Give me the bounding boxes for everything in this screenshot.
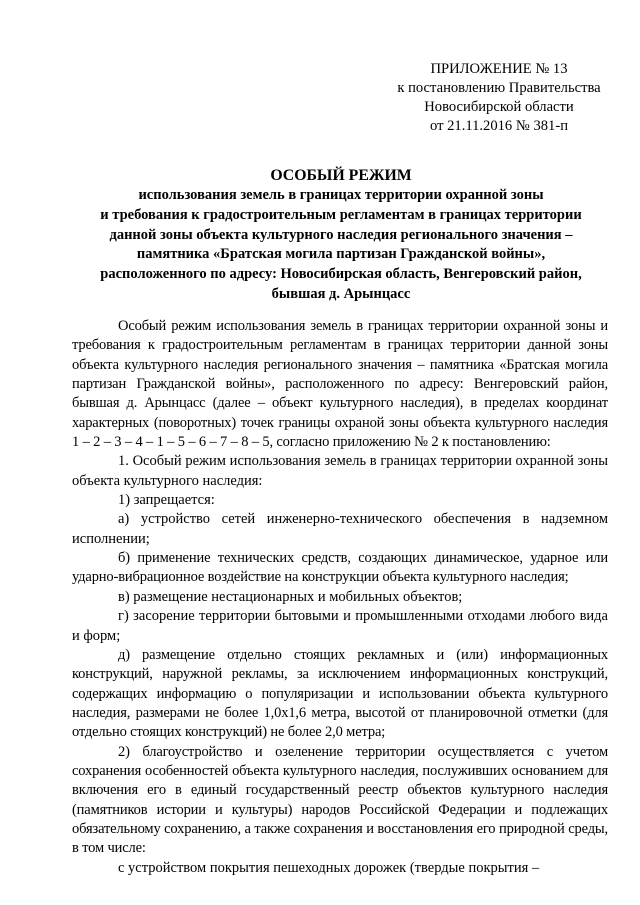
item-b-paragraph: б) применение технических средств, создающих динамическое, ударное или ударно-вибрационное воздействие на конструкции объекта культурного наследия; xyxy=(72,550,608,586)
title-subtitle-line: использования земель в границах территории охранной зоны xyxy=(138,187,544,203)
appendix-date: от 21.11.2016 № 381-п xyxy=(429,118,569,134)
appendix-reference: к постановлению Правительства xyxy=(397,80,601,96)
paving-paragraph: с устройством покрытия пешеходных дорожек (твердые покрытия – xyxy=(118,859,540,876)
item-g-paragraph: г) засорение территории бытовыми и промышленными отходами любого вида и форм; xyxy=(72,608,608,644)
item-a-paragraph: а) устройство сетей инженерно-технического обеспечения в надземном исполнении; xyxy=(72,511,608,547)
item-1-paragraph: 1) запрещается: xyxy=(118,492,215,509)
item-2-paragraph: 2) благоустройство и озеленение территории осуществляется с учетом сохранения особенностей объекта культурного наследия, послуживших основанием для включения его в единый государственный реестр объектов культурного наследия (памятников истории и культуры) народов Российской Федерации и подлежащих обязательному сохранению, а также сохранения и восстановления его природной среды, в том числе: xyxy=(72,743,608,857)
appendix-number: ПРИЛОЖЕНИЕ № 13 xyxy=(430,61,568,77)
title-subtitle-line: и требования к градостроительным регламентам в границах территории xyxy=(100,206,582,223)
appendix-header xyxy=(392,60,606,136)
title-subtitle-line: памятника «Братская могила партизан Гражданской войны», xyxy=(136,246,546,263)
document-title xyxy=(60,166,622,305)
item-d-paragraph: д) размещение отдельно стоящих рекламных и (или) информационных конструкций, наружной рекламы, за исключением информационных конструкций, содержащих информацию о популяризации и использовании объекта культурного наследия, размерами не более 1,0х1,6 метра, высотой от планировочной отметки (для отдельно стоящих конструкций) не более 2,0 метра; xyxy=(72,646,608,741)
item-v-paragraph: в) размещение нестационарных и мобильных объектов; xyxy=(118,588,463,605)
intro-paragraph: Особый режим использования земель в границах территории охранной зоны и требования к градостроительным регламентам в границах территории данной зоны объекта культурного наследия регионального значения – памятника «Братская могила партизан Гражданской войны», расположенного по адресу: Венгеровский район, бывшая д. Арынцасс (далее – объект культурного наследия), в пределах координат характерных (поворотных) точек границы охраной зоны объекта культурного наследия 1 – 2 – 3 – 4 – 1 – 5 – 6 – 7 – 8 – 5, согласно приложению № 2 к постановлению: xyxy=(72,318,608,451)
title-subtitle-line: данной зоны объекта культурного наследия регионального значения – xyxy=(109,226,573,243)
title-subtitle-line: бывшая д. Арынцасс xyxy=(271,285,411,302)
title-main: ОСОБЫЙ РЕЖИМ xyxy=(270,167,412,184)
section-1-paragraph: 1. Особый режим использования земель в границах территории охранной зоны объекта культурного наследия: xyxy=(72,453,608,489)
document-body xyxy=(72,317,608,878)
title-subtitle-line: расположенного по адресу: Новосибирская область, Венгеровский район, xyxy=(100,266,582,283)
appendix-region: Новосибирской области xyxy=(424,99,574,115)
